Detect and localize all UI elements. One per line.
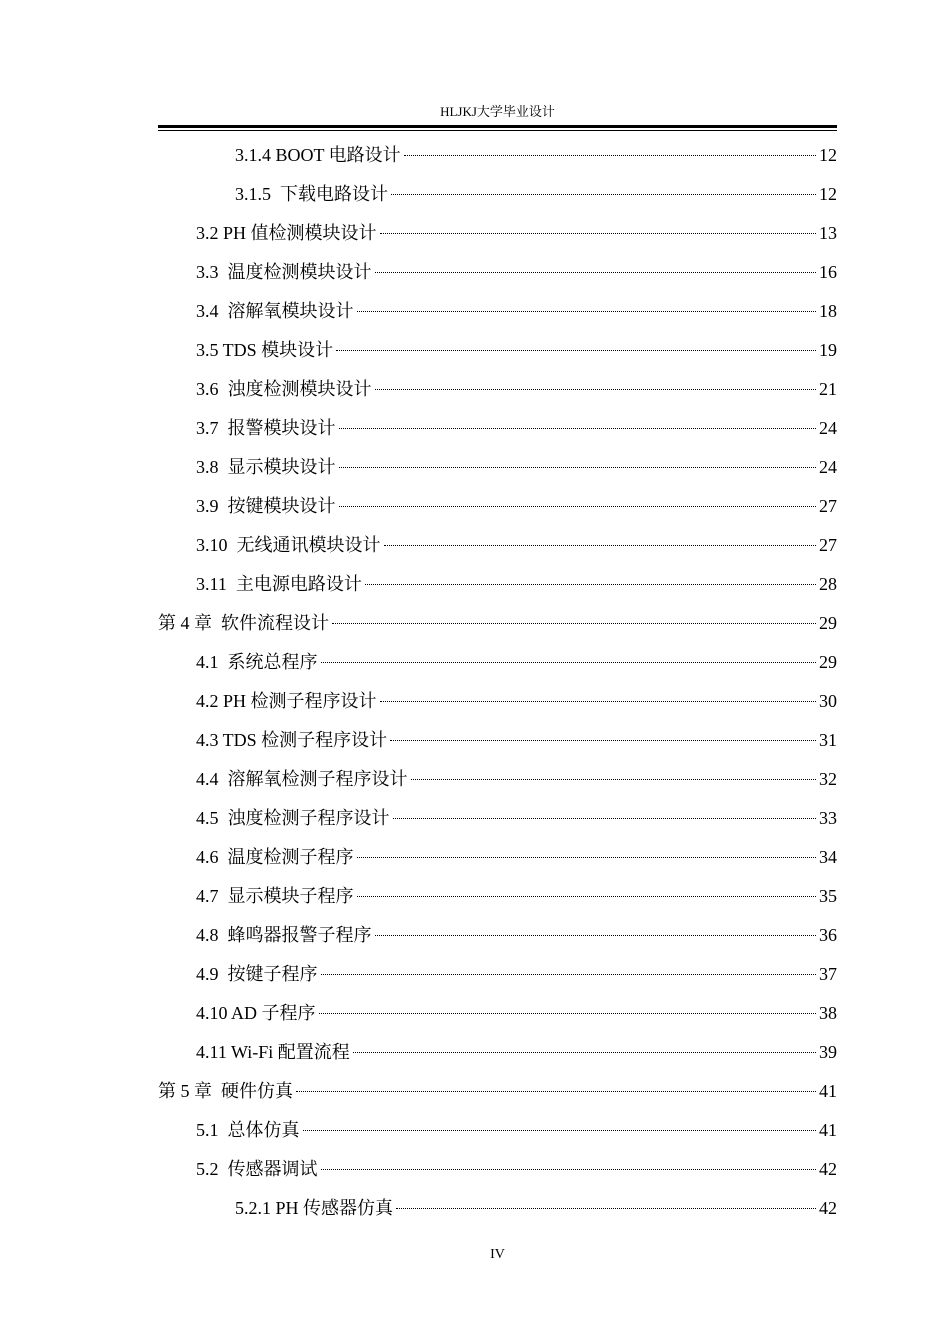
toc-dot-leader (365, 584, 816, 585)
toc-entry-page: 37 (819, 964, 837, 984)
toc-entry-title: 5.2.1 PH 传感器仿真 (235, 1198, 394, 1218)
toc-entry[interactable] (158, 1076, 837, 1115)
toc-entry[interactable] (158, 335, 837, 374)
toc-entry-title: 3.10 无线通讯模块设计 (196, 535, 381, 555)
toc-dot-leader (336, 350, 816, 351)
toc-entry-title: 3.2 PH 值检测模块设计 (196, 223, 377, 243)
toc-entry-page: 41 (819, 1120, 837, 1140)
toc-entry[interactable] (158, 140, 837, 179)
toc-entry[interactable] (158, 530, 837, 569)
toc-entry-title: 4.9 按键子程序 (196, 964, 318, 984)
toc-entry[interactable] (158, 842, 837, 881)
toc-entry-page: 27 (819, 496, 837, 516)
toc-entry[interactable] (158, 1154, 837, 1193)
toc-entry-page: 18 (819, 301, 837, 321)
toc-entry-title: 3.7 报警模块设计 (196, 418, 336, 438)
toc-dot-leader (296, 1091, 816, 1092)
toc-dot-leader (357, 311, 817, 312)
toc-dot-leader (384, 545, 817, 546)
toc-entry[interactable] (158, 1115, 837, 1154)
toc-entry-page: 12 (819, 145, 837, 165)
toc-entry-title: 第 4 章 软件流程设计 (158, 613, 329, 633)
toc-entry-page: 36 (819, 925, 837, 945)
toc-entry-page: 12 (819, 184, 837, 204)
toc-entry-page: 38 (819, 1003, 837, 1023)
toc-entry-title: 3.9 按键模块设计 (196, 496, 336, 516)
toc-dot-leader (393, 818, 817, 819)
toc-entry-title: 4.3 TDS 检测子程序设计 (196, 730, 388, 750)
toc-entry-page: 28 (819, 574, 837, 594)
toc-entry[interactable] (158, 218, 837, 257)
toc-dot-leader (321, 1169, 817, 1170)
toc-entry-page: 27 (819, 535, 837, 555)
toc-dot-leader (321, 974, 817, 975)
toc-entry[interactable] (158, 764, 837, 803)
toc-entry-page: 19 (819, 340, 837, 360)
toc-entry-page: 13 (819, 223, 837, 243)
toc-entry-title: 3.1.5 下载电路设计 (235, 184, 388, 204)
toc-entry[interactable] (158, 413, 837, 452)
toc-dot-leader (357, 857, 817, 858)
toc-entry-page: 35 (819, 886, 837, 906)
toc-entry[interactable] (158, 725, 837, 764)
toc-entry-title: 3.6 浊度检测模块设计 (196, 379, 372, 399)
toc-entry-title: 5.1 总体仿真 (196, 1120, 300, 1140)
page-header: HLJKJ大学毕业设计 (440, 104, 555, 119)
toc-entry-page: 32 (819, 769, 837, 789)
toc-dot-leader (404, 155, 816, 156)
toc-entry[interactable] (158, 647, 837, 686)
toc-entry-title: 3.3 温度检测模块设计 (196, 262, 372, 282)
toc-dot-leader (319, 1013, 816, 1014)
toc-entry-title: 4.10 AD 子程序 (196, 1003, 316, 1023)
toc-entry-title: 3.8 显示模块设计 (196, 457, 336, 477)
toc-dot-leader (380, 233, 816, 234)
toc-dot-leader (339, 467, 817, 468)
toc-dot-leader (357, 896, 817, 897)
toc-entry[interactable] (158, 569, 837, 608)
toc-entry-title: 4.8 蜂鸣器报警子程序 (196, 925, 372, 945)
toc-entry-title: 5.2 传感器调试 (196, 1159, 318, 1179)
toc-entry[interactable] (158, 998, 837, 1037)
toc-entry[interactable] (158, 881, 837, 920)
toc-entry-page: 39 (819, 1042, 837, 1062)
toc-entry-page: 31 (819, 730, 837, 750)
toc-entry-page: 41 (819, 1081, 837, 1101)
toc-dot-leader (396, 1208, 816, 1209)
toc-entry-title: 4.1 系统总程序 (196, 652, 318, 672)
toc-dot-leader (321, 662, 817, 663)
toc-entry[interactable] (158, 374, 837, 413)
toc-dot-leader (339, 428, 817, 429)
toc-dot-leader (411, 779, 817, 780)
toc-entry-page: 30 (819, 691, 837, 711)
toc-entry[interactable] (158, 452, 837, 491)
toc-entry-title: 4.5 浊度检测子程序设计 (196, 808, 390, 828)
toc-entry[interactable] (158, 1037, 837, 1076)
toc-dot-leader (332, 623, 816, 624)
header-rule-thin (158, 130, 837, 131)
toc-entry-page: 33 (819, 808, 837, 828)
toc-entry-page: 29 (819, 613, 837, 633)
toc-dot-leader (380, 701, 816, 702)
toc-dot-leader (375, 389, 817, 390)
toc-entry[interactable] (158, 686, 837, 725)
toc-dot-leader (303, 1130, 817, 1131)
toc-entry-title: 第 5 章 硬件仿真 (158, 1081, 293, 1101)
table-of-contents (158, 140, 837, 1232)
toc-dot-leader (339, 506, 817, 507)
toc-entry-title: 4.11 Wi-Fi 配置流程 (196, 1042, 350, 1062)
toc-dot-leader (391, 194, 816, 195)
toc-entry[interactable] (158, 959, 837, 998)
toc-entry[interactable] (158, 1193, 837, 1232)
header-rule-thick (158, 125, 837, 128)
toc-entry-page: 34 (819, 847, 837, 867)
toc-dot-leader (390, 740, 816, 741)
toc-entry[interactable] (158, 296, 837, 335)
toc-entry[interactable] (158, 920, 837, 959)
toc-entry-title: 3.5 TDS 模块设计 (196, 340, 334, 360)
toc-entry-page: 24 (819, 418, 837, 438)
toc-entry-title: 4.2 PH 检测子程序设计 (196, 691, 377, 711)
toc-entry[interactable] (158, 491, 837, 530)
toc-entry[interactable] (158, 608, 837, 647)
toc-entry-title: 3.4 溶解氧模块设计 (196, 301, 354, 321)
toc-entry[interactable] (158, 257, 837, 296)
toc-dot-leader (375, 935, 817, 936)
toc-entry-title: 3.1.4 BOOT 电路设计 (235, 145, 401, 165)
toc-entry-page: 21 (819, 379, 837, 399)
toc-entry-page: 16 (819, 262, 837, 282)
toc-dot-leader (375, 272, 817, 273)
toc-entry-title: 4.7 显示模块子程序 (196, 886, 354, 906)
toc-entry-title: 4.6 温度检测子程序 (196, 847, 354, 867)
toc-entry-page: 29 (819, 652, 837, 672)
toc-entry-title: 4.4 溶解氧检测子程序设计 (196, 769, 408, 789)
toc-entry[interactable] (158, 179, 837, 218)
toc-entry-title: 3.11 主电源电路设计 (196, 574, 362, 594)
toc-dot-leader (353, 1052, 816, 1053)
toc-entry[interactable] (158, 803, 837, 842)
toc-entry-page: 42 (819, 1198, 837, 1218)
toc-entry-page: 24 (819, 457, 837, 477)
page-number: IV (490, 1247, 505, 1262)
toc-entry-page: 42 (819, 1159, 837, 1179)
